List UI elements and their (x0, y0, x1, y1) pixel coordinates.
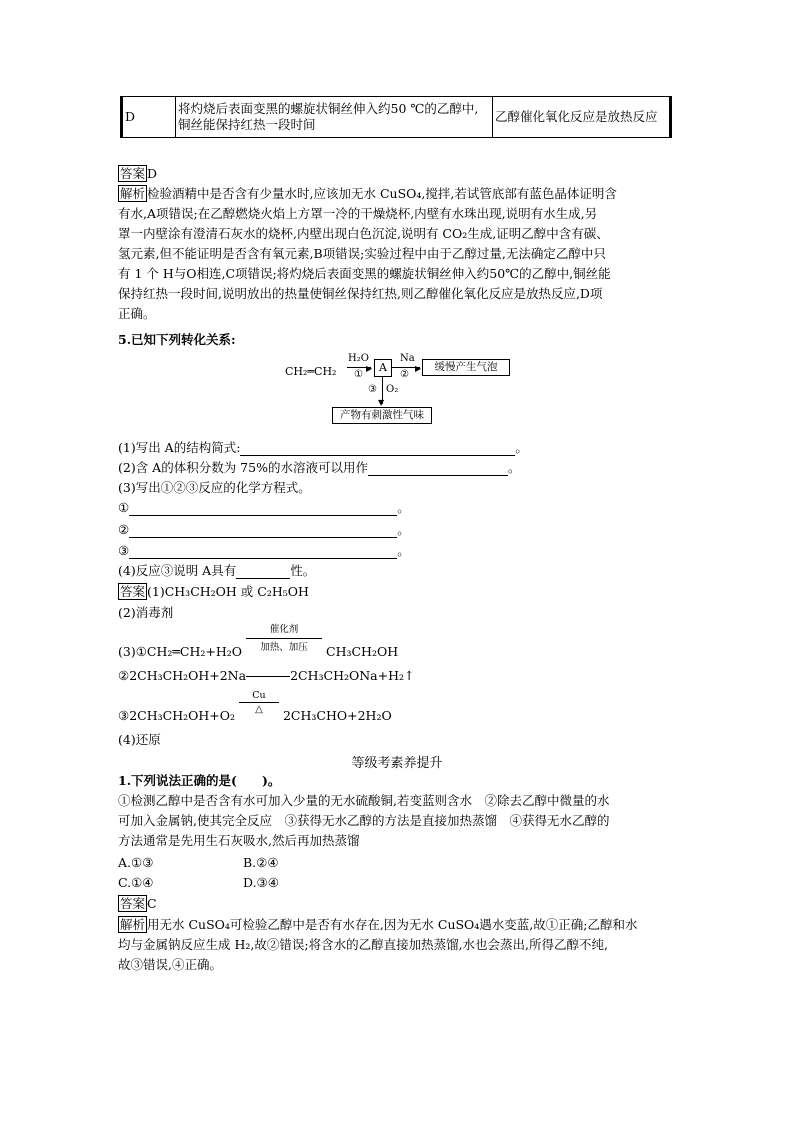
sub-question-4 (118, 563, 315, 579)
section-title: 等级考素养提升 (351, 756, 443, 771)
reaction-diagram (280, 355, 520, 430)
equation-right: 2CH₃CH₂ONa+H₂↑ (290, 668, 415, 683)
arrow3-head: ▼ (378, 398, 385, 407)
option-a: A.①③ (118, 855, 154, 870)
analysis-text: 用无水 CuSO₄可检验乙醇中是否有水存在,因为无水 CuSO₄遇水变蓝,故①正确;乙醇和水 (147, 917, 638, 932)
analysis-text: 有 1 个 H与O相连,C项错误;将灼烧后表面变黑的螺旋状铜丝伸入约50℃的乙醇中,铜丝能 (118, 266, 611, 281)
arrow2-label: ② (400, 369, 409, 380)
equation-arrow (246, 623, 322, 660)
analysis-text: 罩一内壁涂有澄清石灰水的烧杯,内壁出现白色沉淀,说明有 CO₂生成,证明乙醇中含有碳、 (118, 226, 609, 241)
answer-line (118, 166, 157, 182)
analysis-text: 均与金属钠反应生成 H₂,故②错误;将含水的乙醇直接加热蒸馏,水也会蒸出,所得乙醇不纯, (118, 937, 608, 952)
equation-left: ②2CH₃CH₂OH+2Na (118, 668, 247, 683)
table-row (122, 97, 671, 138)
equation-right: 2CH₃CHO+2H₂O (282, 708, 392, 723)
answer-value: (1)CH₃CH₂OH 或 C₂H₅OH (147, 584, 309, 599)
answer-line (118, 584, 309, 600)
heat-symbol: △ (255, 703, 263, 715)
arrow3-label: ③ (368, 384, 377, 395)
question-text: 方法通常是先用生石灰吸水,然后再加热蒸馏 (118, 833, 360, 848)
table-cell-conclusion: 乙醇催化氧化反应是放热反应 (493, 97, 671, 138)
analysis-line (118, 917, 638, 933)
period: 。 (397, 500, 410, 515)
answer-blank (368, 463, 508, 476)
analysis-line (118, 186, 617, 202)
arrow-line (246, 638, 322, 639)
sub-question-text: (4)反应③说明 A具有 (118, 563, 237, 578)
equation-right: CH₃CH₂OH (326, 644, 399, 659)
analysis-label: 解析 (120, 917, 146, 932)
analysis-text: 有水,A项错误;在乙醇燃烧火焰上方罩一冷的干燥烧杯,内壁有水珠出现,说明有水生成,另 (118, 206, 598, 221)
blank-line-3 (118, 543, 410, 559)
question-stem: 5.已知下列转化关系: (118, 332, 236, 347)
arrow2-head: ▶ (415, 364, 422, 373)
analysis-text: 氢元素,但不能证明是否含有氧元素,B项错误;实验过程中由于乙醇过量,无法确定乙醇中只 (118, 246, 606, 261)
analysis-text: 正确。 (118, 306, 156, 321)
answer-value: C (147, 896, 157, 911)
option-d: D.③④ (243, 875, 279, 890)
arrow2-reagent: Na (400, 353, 415, 364)
box-a: A (374, 359, 392, 377)
equation-3 (118, 689, 392, 724)
option-table (120, 96, 672, 138)
answer-blank (236, 566, 290, 579)
answer-blank (129, 503, 397, 516)
sub-question-3: (3)写出①②③反应的化学方程式。 (118, 480, 311, 495)
equation-arrow (239, 689, 279, 724)
reactant: CH₂═CH₂ (285, 365, 337, 378)
analysis-label: 解析 (120, 186, 146, 201)
answer-label: 答案 (120, 584, 146, 599)
blank-line-2 (118, 522, 410, 538)
period: 。 (507, 460, 521, 475)
condition-bottom: 加热、加压 (260, 641, 308, 653)
answer-label: 答案 (120, 896, 146, 911)
equation-2 (118, 668, 414, 684)
equation-1 (118, 623, 399, 660)
answer-value: (2)消毒剂 (118, 605, 174, 620)
analysis-text: 故③错误,④正确。 (118, 957, 222, 972)
period: 。 (397, 522, 410, 537)
option-c: C.①④ (118, 875, 154, 890)
arrow3-reagent: O₂ (386, 384, 399, 395)
period: 。 (397, 543, 410, 558)
sub-question-2 (118, 460, 520, 476)
table-cell-label: D (122, 97, 176, 138)
question-text: ①检测乙醇中是否含有水可加入少量的无水硫酸铜,若变蓝则含水 ②除去乙醇中微量的水 (118, 793, 610, 808)
question-text: 可加入金属钠,使其完全反应 ③获得无水乙醇的方法是直接加热蒸馏 ④获得无水乙醇的 (118, 813, 610, 828)
answer-blank (129, 546, 397, 559)
equation-left: ③2CH₃CH₂OH+O₂ (118, 708, 235, 723)
analysis-text: 检验酒精中是否含有少量水时,应该加无水 CuSO₄,搅拌,若试管底部有蓝色晶体证明含 (147, 186, 617, 201)
arrow1-head: ▶ (366, 364, 373, 373)
answer-line (118, 896, 157, 912)
analysis-text: 保持红热一段时间,说明放出的热量使铜丝保持红热,则乙醇催化氧化反应是放热反应,D项 (118, 286, 603, 301)
answer-label: 答案 (120, 166, 146, 181)
blank-label: ② (118, 522, 130, 537)
observation-box-2: 产物有刺激性气味 (332, 407, 432, 424)
catalyst-label: Cu (252, 689, 266, 701)
blank-label: ③ (118, 543, 130, 558)
sub-question-text: (2)含 A的体积分数为 75%的水溶液可以用作 (118, 460, 368, 475)
arrow1-label: ① (354, 369, 363, 380)
condition-top: 催化剂 (269, 623, 299, 635)
blank-line-1 (118, 500, 410, 516)
sub-question-1 (118, 440, 528, 456)
answer-blank (129, 525, 397, 538)
question-stem: 1.下列说法正确的是( )。 (118, 773, 281, 788)
equation-left: (3)①CH₂═CH₂+H₂O (118, 644, 243, 659)
answer-value: (4)还原 (118, 732, 161, 747)
blank-label: ① (118, 500, 130, 515)
sub-question-text: 性。 (290, 563, 316, 578)
answer-value: D (147, 166, 158, 181)
observation-box-1: 缓慢产生气泡 (422, 359, 510, 376)
option-b: B.②④ (243, 855, 279, 870)
sub-question-text: (1)写出 A的结构简式: (118, 440, 241, 455)
arrow1-reagent: H₂O (348, 353, 369, 364)
equation-arrow (246, 676, 290, 677)
answer-blank (240, 443, 515, 456)
period: 。 (515, 440, 528, 455)
table-cell-procedure: 将灼烧后表面变黑的螺旋状铜丝伸入约50 ℃的乙醇中,铜丝能保持红热一段时间 (176, 97, 493, 138)
